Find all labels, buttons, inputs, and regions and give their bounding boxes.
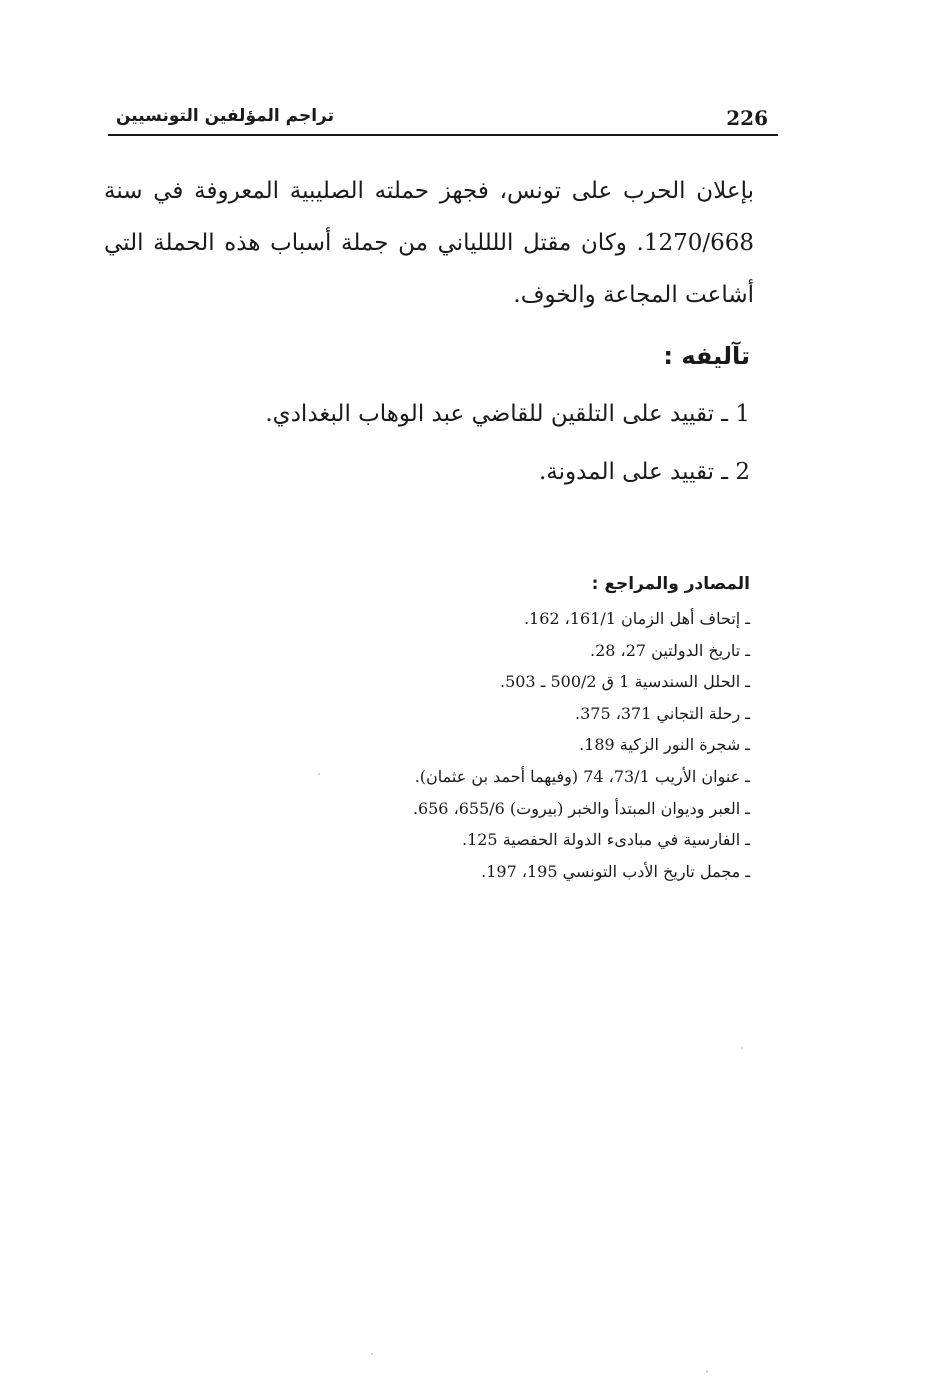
source-item: ـ تاريخ الدولتين 27، 28. bbox=[590, 640, 750, 660]
body-paragraph-block bbox=[104, 165, 754, 321]
scan-speck bbox=[706, 1370, 708, 1373]
works-heading: تآليفه : bbox=[663, 342, 750, 370]
running-header bbox=[108, 100, 778, 134]
body-paragraph: بإعلان الحرب على تونس، فجهز حملته الصليبية المعروفة في سنة 1270/668. وكان مقتل اللللياني من جملة أسباب هذه الحملة التي أشاعت المجاعة والخوف. bbox=[104, 178, 755, 308]
scan-speck bbox=[371, 1353, 373, 1355]
source-item: ـ رحلة التجاني 371، 375. bbox=[574, 703, 750, 723]
scan-speck bbox=[318, 773, 320, 775]
source-item: ـ الحلل السندسية 1 ق 500/2 ـ 503. bbox=[499, 672, 750, 692]
sources-list bbox=[230, 603, 750, 887]
source-item: ـ شجرة النور الزكية 189. bbox=[579, 735, 750, 755]
works-list bbox=[190, 394, 750, 510]
scan-speck bbox=[741, 1047, 743, 1049]
works-item: 1 ـ تقييد على التلقين للقاضي عبد الوهاب البغدادي. bbox=[265, 401, 750, 427]
running-title: تراجم المؤلفين التونسيين bbox=[116, 106, 334, 126]
sources-heading: المصادر والمراجع : bbox=[591, 574, 750, 594]
source-item: ـ الفارسية في مبادىء الدولة الحفصية 125. bbox=[461, 830, 750, 850]
source-item: ـ إتحاف أهل الزمان 161/1، 162. bbox=[523, 609, 750, 628]
source-item: ـ مجمل تاريخ الأدب التونسي 195، 197. bbox=[481, 861, 750, 881]
header-rule bbox=[108, 134, 778, 136]
source-item: ـ عنوان الأريب 73/1، 74 (وفيهما أحمد بن عثمان). bbox=[414, 766, 750, 786]
source-item: ـ العبر وديوان المبتدأ والخبر (بيروت) 655/6، 656. bbox=[412, 798, 750, 818]
page-number: 226 bbox=[726, 106, 768, 130]
works-item: 2 ـ تقييد على المدونة. bbox=[538, 459, 750, 485]
